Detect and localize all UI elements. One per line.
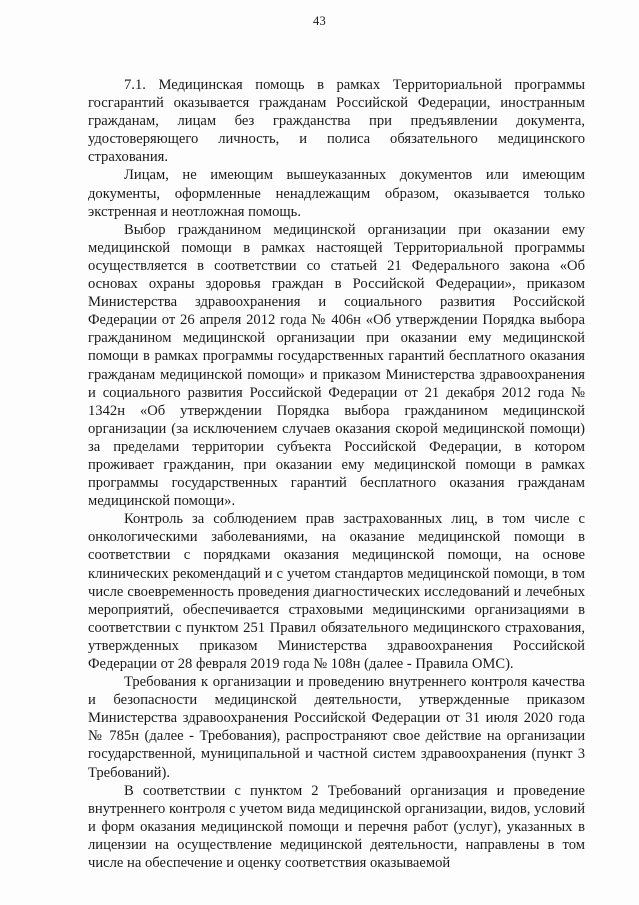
- paragraph-quality-requirements: Требования к организации и проведению внутреннего контроля качества и безопасности медицинской деятельности, утвержденные приказом Министерства здравоохранения Российской Федерации от 31 июля 2020 года № 785н (далее - Требования), распространяют свое действие на организации государственной, муниципальной и частной систем здравоохранения (пункт 3 Требований).: [88, 674, 585, 781]
- document-body: [88, 76, 585, 872]
- page-number: 43: [312, 14, 327, 28]
- paragraph-choice-of-organization: Выбор гражданином медицинской организации при оказании ему медицинской помощи в рамках настоящей Территориальной программы осуществляется в соответствии со статьей 21 Федерального закона «Об основах охраны здоровья граждан в Российской Федерации», приказом Министерства здравоохранения и социального развития Российской Федерации от 26 апреля 2012 года № 406н «Об утверждении Порядка выбора гражданином медицинской организации при оказании ему медицинской помощи в рамках программы государственных гарантий бесплатного оказания гражданам медицинской помощи» и приказом Министерства здравоохранения и социального развития Российской Федерации от 21 декабря 2012 года № 1342н «Об утверждении Порядка выбора гражданином медицинской организации (за исключением случаев оказания скорой медицинской помощи) за пределами территории субъекта Российской Федерации, в котором проживает гражданин, при оказании ему медицинской помощи в рамках программы государственных гарантий бесплатного оказания гражданам медицинской помощи».: [88, 221, 585, 510]
- paragraph-7-1: 7.1. Медицинская помощь в рамках Территориальной программы госгарантий оказывается гражданам Российской Федерации, иностранным гражданам, лицам без гражданства при предъявлении документа, удостоверяющего личность, и полиса обязательного медицинского страхования.: [88, 77, 585, 166]
- paragraph-rights-control: Контроль за соблюдением прав застрахованных лиц, в том числе с онкологическими заболеваниями, на оказание медицинской помощи в соответствии с порядками оказания медицинской помощи, на основе клинических рекомендаций и с учетом стандартов медицинской помощи, в том числе своевременность проведения диагностических исследований и лечебных мероприятий, обеспечивается страховыми медицинскими организациями в соответствии с пунктом 251 Правил обязательного медицинского страхования, утвержденных приказом Министерства здравоохранения Российской Федерации от 28 февраля 2019 года № 108н (далее - Правила ОМС).: [88, 511, 585, 672]
- paragraph-internal-control: В соответствии с пунктом 2 Требований организация и проведение внутреннего контроля с учетом вида медицинской организации, видов, условий и форм оказания медицинской помощи и перечня работ (услуг), указанных в лицензии на осуществление медицинской деятельности, направлены в том числе на обеспечение и оценку соответствия оказываемой: [88, 782, 585, 872]
- paragraph-no-documents: Лицам, не имеющим вышеуказанных документов или имеющим документы, оформленные ненадлежащим образом, оказывается только экстренная и неотложная помощь.: [88, 167, 585, 220]
